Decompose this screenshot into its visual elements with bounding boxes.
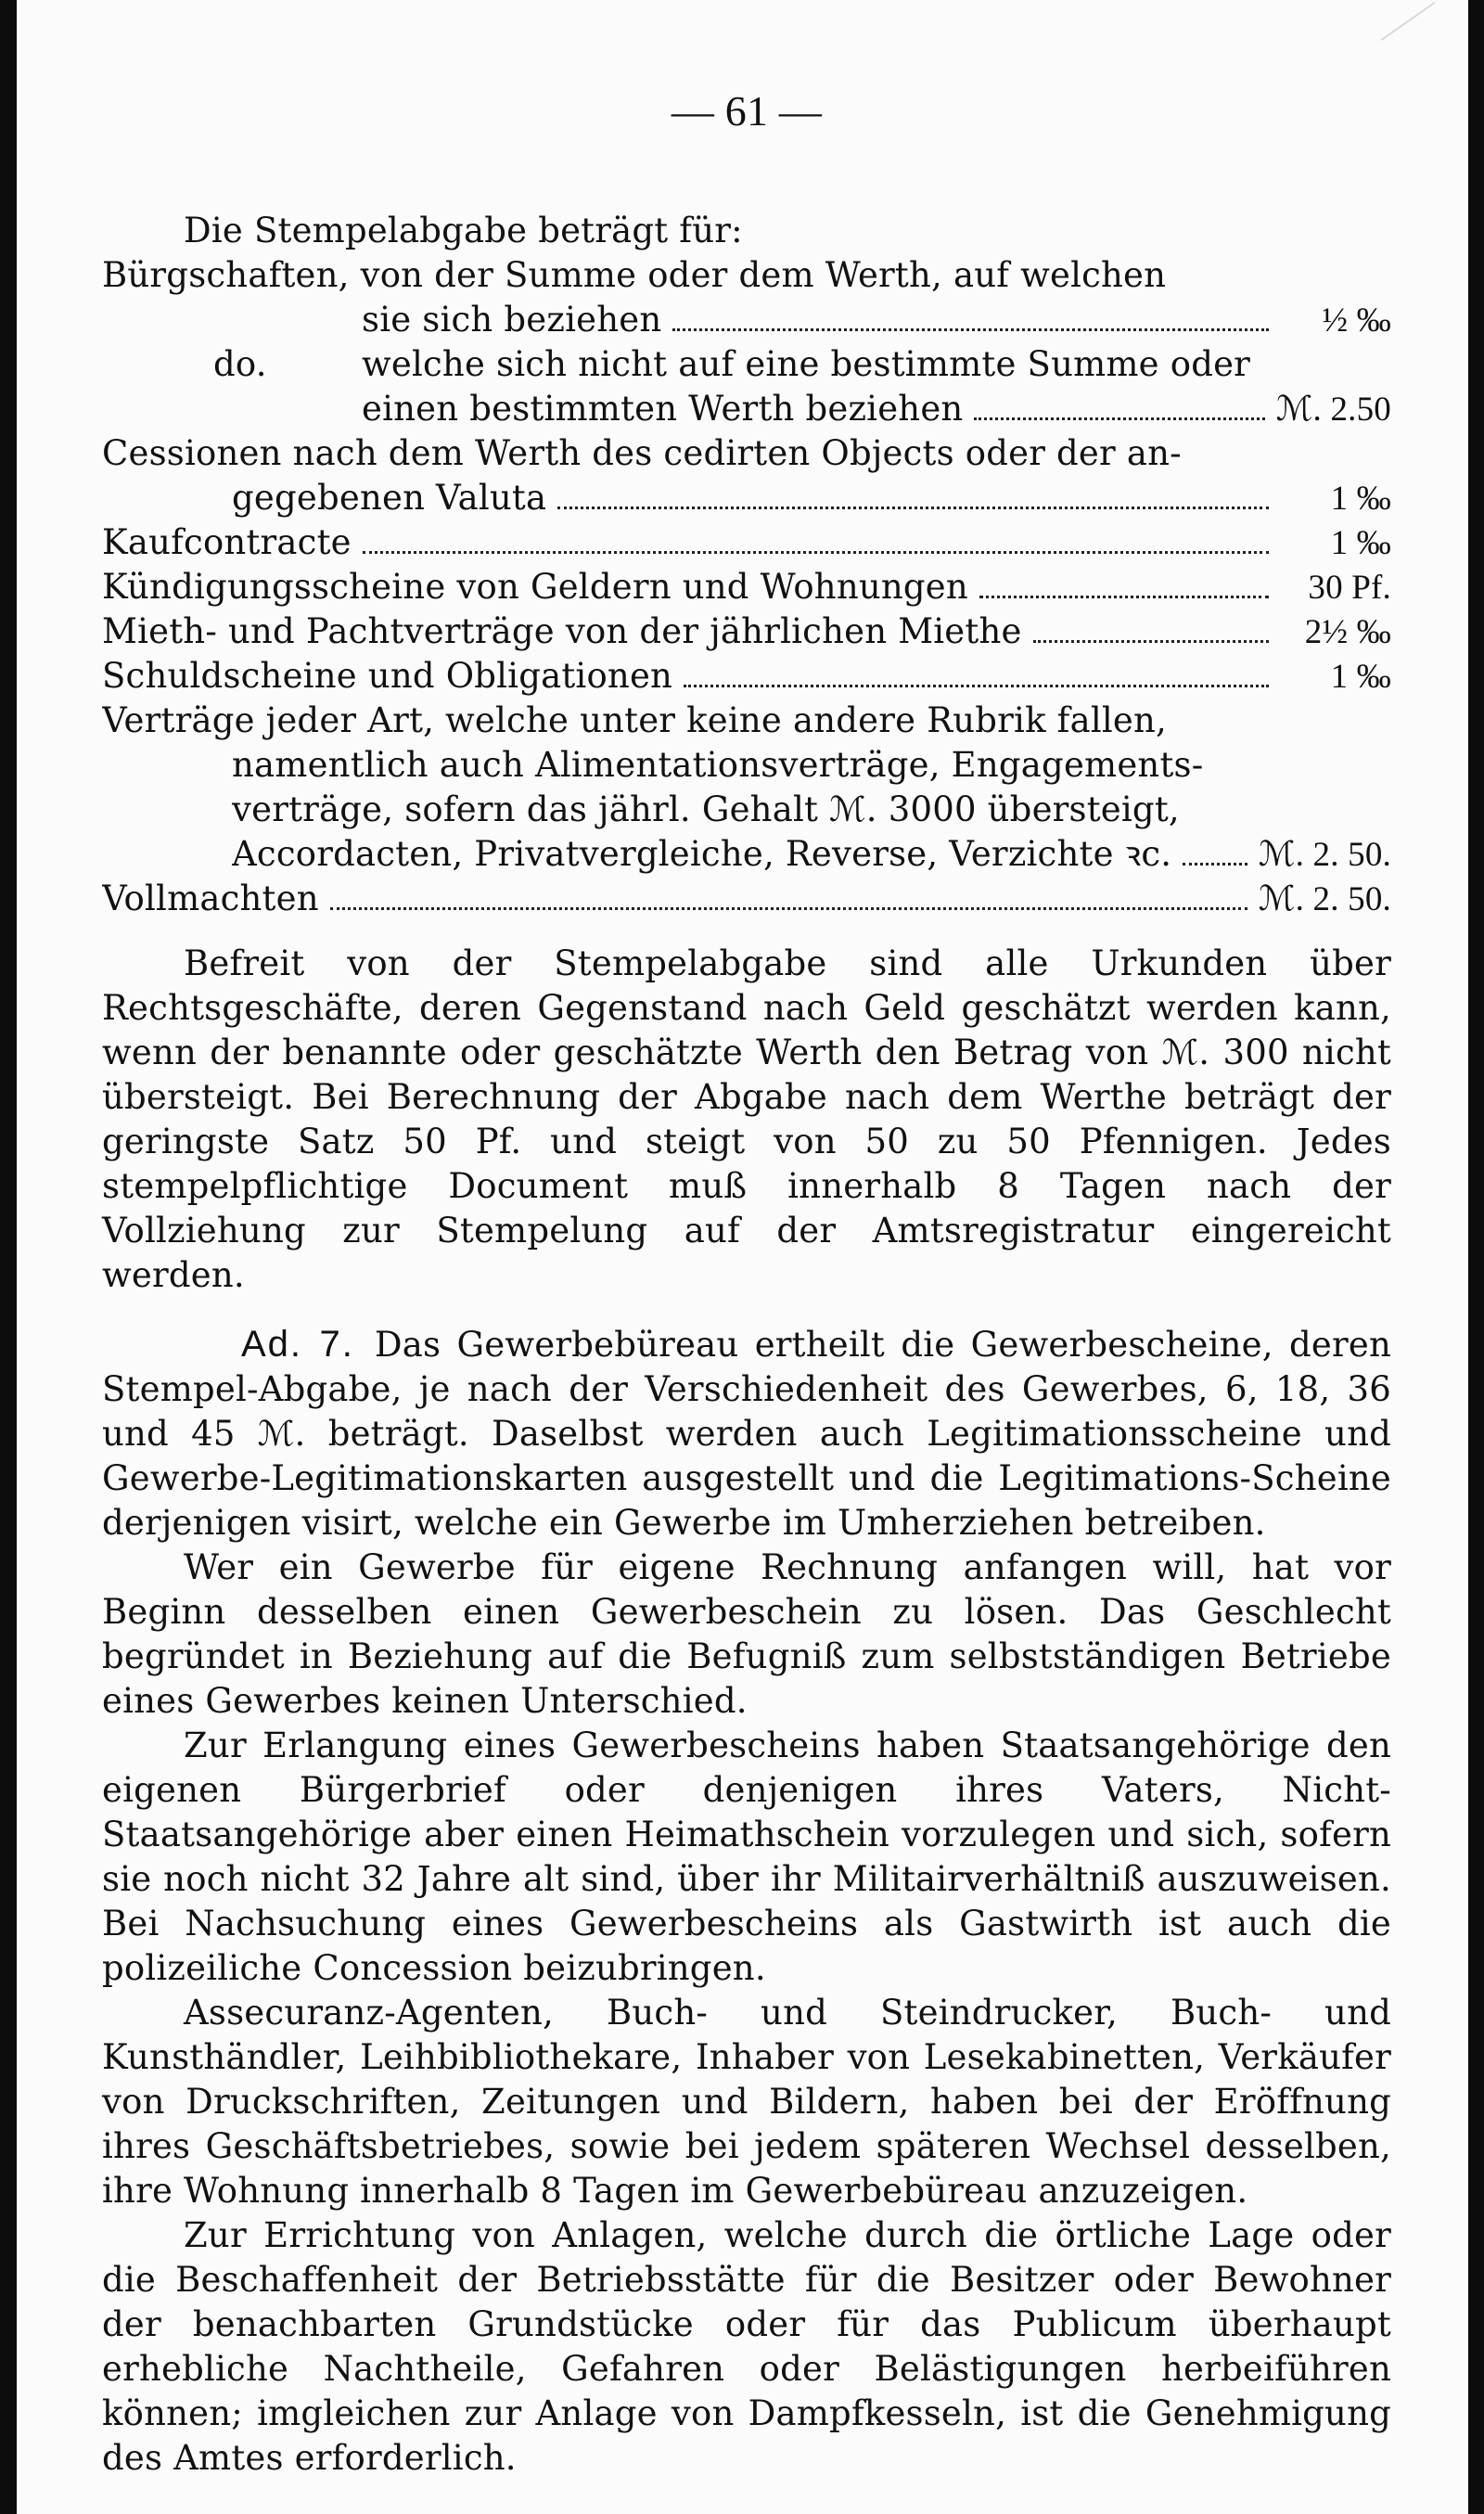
page-number: — 61 —	[671, 87, 823, 135]
fee-entry-text: welche sich nicht auf eine bestimmte Summe oder	[362, 344, 1251, 384]
fee-rate: ℳ. 2. 50.	[1258, 880, 1391, 918]
fee-rate: ℳ. 2.50	[1275, 391, 1391, 429]
leader-dots	[363, 551, 1269, 554]
fee-entry-text: namentlich auch Alimentationsverträge, Engagements-	[232, 745, 1204, 785]
leader-dots	[684, 685, 1269, 687]
paragraph-anlagen: Zur Errichtung von Anlagen, welche durch die örtliche Lage oder die Beschaffenheit der Betriebsstätte für die Besitzer oder Bewohner der benachbarten Grundstücke oder für das Publicum überhaupt erhebliche Nachtheile, Gefahren oder Belästigungen herbeiführen können; imgleichen zur Anlage von Dampfkesseln, ist die Genehmigung des Amtes erforderlich.	[102, 2215, 1391, 2478]
fee-entry-text: Kaufcontracte	[102, 522, 352, 562]
leader-dots	[557, 507, 1269, 509]
fee-entry-text: sie sich beziehen	[362, 300, 662, 340]
page-content	[102, 88, 1391, 2481]
fee-entry-schuldscheine	[102, 654, 1391, 699]
fee-entry-cessionen	[102, 431, 1391, 520]
fee-rate: 2½ ‰	[1304, 613, 1391, 651]
leader-dots	[330, 907, 1247, 910]
paragraph-ad7-text: Das Gewerbebüreau ertheilt die Gewerbescheine, deren Stempel-Abgabe, je nach der Verschiedenheit des Gewerbes, 6, 18, 36 und 45 ℳ. beträgt. Daselbst werden auch Legitimationsscheine und Gewerbe-Legitimationskarten ausgestellt und die Legitimations-Scheine derjenigen visirt, welche ein Gewerbe im Umherziehen betreiben.	[102, 1325, 1391, 1543]
fee-rate: 1 ‰	[1330, 658, 1391, 696]
scanned-page	[17, 0, 1468, 2514]
leader-dots	[1033, 640, 1269, 643]
fee-entry-kaufcontracte	[102, 520, 1391, 565]
paragraph-ad7	[102, 1322, 1391, 1546]
paragraph-assecuranz: Assecuranz-Agenten, Buch- und Steindrucker, Buch- und Kunsthändler, Leihbibliothekare, Inhaber von Lesekabinetten, Verkäufer von Druckschriften, Zeitungen und Bildern, haben bei der Eröffnung ihres Geschäftsbetriebes, sowie bei jedem späteren Wechsel desselben, ihre Wohnung innerhalb 8 Tagen im Gewerbebüreau anzuzeigen.	[102, 1993, 1391, 2211]
fee-entry-text: gegebenen Valuta	[232, 478, 547, 518]
leader-dots	[1183, 863, 1247, 866]
fee-entry-text: Bürgschaften, von der Summe oder dem Werth, auf welchen	[102, 255, 1167, 295]
scan-artifact	[1381, 2, 1435, 41]
fee-entry-text: Verträge jeder Art, welche unter keine andere Rubrik fallen,	[102, 700, 1167, 740]
fee-rate: ℳ. 2. 50.	[1258, 836, 1391, 874]
leader-dots	[974, 417, 1264, 420]
leader-dots	[672, 328, 1269, 331]
fee-entry-text: verträge, sofern das jährl. Gehalt ℳ. 3000 übersteigt,	[232, 789, 1180, 829]
fee-intro: Die Stempelabgabe beträgt für:	[184, 211, 743, 250]
fee-entry-text: Mieth- und Pachtverträge von der jährlichen Miethe	[102, 611, 1022, 651]
paragraph-erlangung: Zur Erlangung eines Gewerbescheins haben Staatsangehörige den eigenen Bürgerbrief oder denjenigen ihres Vaters, Nicht-Staatsangehörige aber einen Heimathschein vorzulegen und sich, sofern sie noch nicht 32 Jahre alt sind, über ihr Militairverhältniß auszuweisen. Bei Nachsuchung eines Gewerbescheins als Gastwirth ist auch die polizeiliche Concession beizubringen.	[102, 1725, 1391, 1988]
fee-entry-text: Vollmachten	[102, 879, 319, 918]
fee-entry-do	[102, 342, 1391, 431]
leader-dots	[979, 596, 1269, 598]
fee-rate: ½ ‰	[1322, 301, 1391, 340]
fee-entry-text: Kündigungsscheine von Geldern und Wohnungen	[102, 567, 968, 607]
section-label-ad7: Ad. 7.	[241, 1324, 354, 1365]
fee-entry-kuendigungsscheine	[102, 565, 1391, 609]
fee-rate: 30 Pf.	[1308, 569, 1391, 607]
fee-entry-text: Cessionen nach dem Werth des cedirten Objects oder der an-	[102, 433, 1182, 473]
fee-entry-miethvertraege	[102, 609, 1391, 654]
fee-rate: 1 ‰	[1330, 480, 1391, 518]
fee-entry-vollmachten	[102, 877, 1391, 921]
fee-entry-vertraege	[102, 699, 1391, 877]
fee-entry-buergschaften	[102, 253, 1391, 342]
fee-rate: 1 ‰	[1330, 524, 1391, 562]
fee-entry-text: Accordacten, Privatvergleiche, Reverse, Verzichte ꝛc.	[232, 834, 1172, 874]
fee-entry-text: Schuldscheine und Obligationen	[102, 656, 673, 696]
fee-entry-ditto: do.	[213, 344, 267, 384]
fee-entry-text: einen bestimmten Werth beziehen	[362, 389, 964, 429]
paragraph-gewerbeschein: Wer ein Gewerbe für eigene Rechnung anfangen will, hat vor Beginn desselben einen Gewerbeschein zu lösen. Das Geschlecht begründet in Beziehung auf die Befugniß zum selbstständigen Betriebe eines Gewerbes keinen Unterschied.	[102, 1547, 1391, 1721]
paragraph-exemption: Befreit von der Stempelabgabe sind alle Urkunden über Rechtsgeschäfte, deren Gegenstand nach Geld geschätzt werden kann, wenn der benannte oder geschätzte Werth den Betrag von ℳ. 300 nicht übersteigt. Bei Berechnung der Abgabe nach dem Werthe beträgt der geringste Satz 50 Pf. und steigt von 50 zu 50 Pfennigen. Jedes stempelpflichtige Document muß innerhalb 8 Tagen nach der Vollziehung zur Stempelung auf der Amtsregistratur eingereicht werden.	[102, 943, 1391, 1295]
